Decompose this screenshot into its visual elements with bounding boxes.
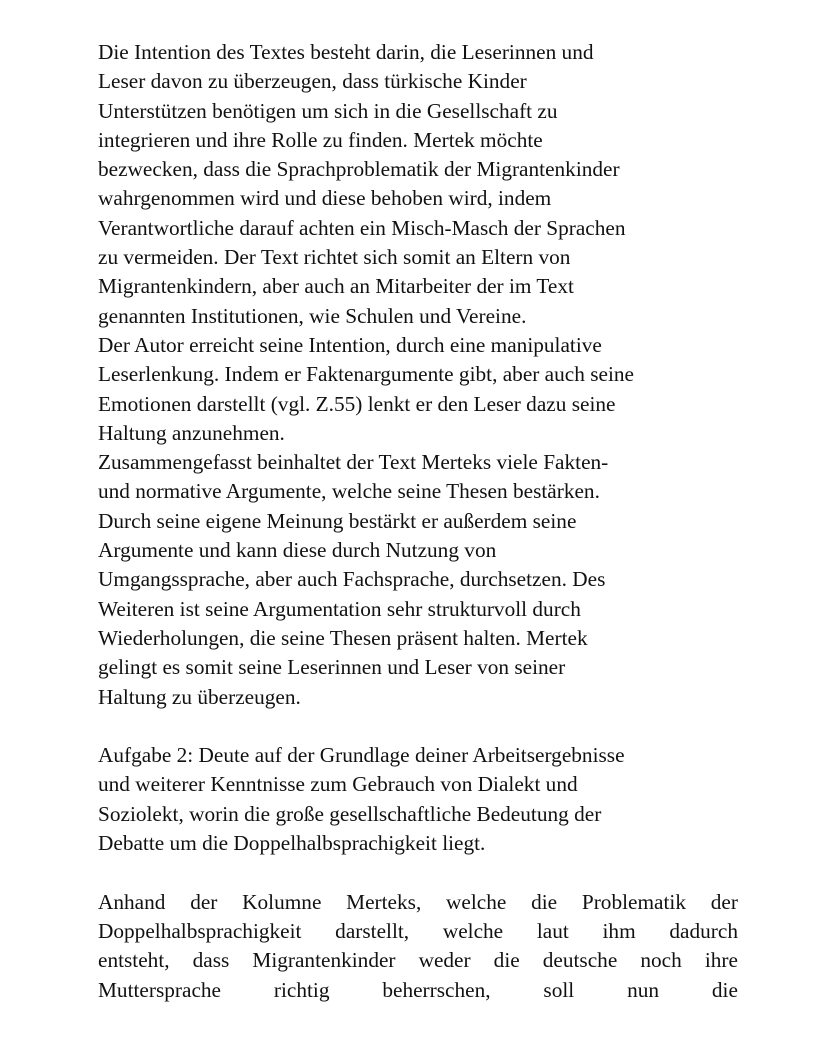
word: Kolumne xyxy=(242,889,322,914)
word: der xyxy=(190,889,218,914)
text-line: genannten Institutionen, wie Schulen und Vereine. xyxy=(98,303,527,328)
word: Doppelhalbsprachigkeit xyxy=(98,918,302,943)
text-line: Wiederholungen, die seine Thesen präsent halten. Mertek xyxy=(98,625,588,650)
text-line: Haltung zu überzeugen. xyxy=(98,684,301,709)
word: darstellt, xyxy=(335,918,410,943)
word: Muttersprache xyxy=(98,977,221,1002)
text-line: Emotionen darstellt (vgl. Z.55) lenkt er den Leser dazu seine xyxy=(98,391,616,416)
justified-text-line xyxy=(98,917,738,946)
text-line: gelingt es somit seine Leserinnen und Leser von seiner xyxy=(98,655,566,680)
justified-text-line xyxy=(98,976,738,1005)
word: soll xyxy=(543,977,575,1002)
text-line: Die Intention des Textes besteht darin, die Leserinnen und xyxy=(98,40,594,64)
text-line: Aufgabe 2: Deute auf der Grundlage deiner Arbeitsergebnisse xyxy=(98,743,625,768)
word: Merteks, xyxy=(346,889,422,914)
word: welche xyxy=(442,918,504,943)
word: weder xyxy=(418,948,471,973)
justified-text-line xyxy=(98,888,738,917)
word: der xyxy=(710,889,738,914)
text-line: Der Autor erreicht seine Intention, durch eine manipulative xyxy=(98,332,602,357)
text-line: Soziolekt, worin die große gesellschaftliche Bedeutung der xyxy=(98,801,602,826)
task-2-answer xyxy=(98,888,738,1005)
text-line: integrieren und ihre Rolle zu finden. Mertek möchte xyxy=(98,127,543,152)
paragraph-intention xyxy=(98,38,738,331)
text-line: Migrantenkindern, aber auch an Mitarbeiter der im Text xyxy=(98,274,574,299)
word: ihre xyxy=(704,948,738,973)
text-line: wahrgenommen wird und diese behoben wird, indem xyxy=(98,186,552,211)
word: laut xyxy=(536,918,569,943)
text-line: und normative Argumente, welche seine Thesen bestärken. xyxy=(98,479,600,504)
word: entsteht, xyxy=(98,948,170,973)
word: nun xyxy=(627,977,660,1002)
paragraph-spacer xyxy=(98,858,738,887)
word: Problematik xyxy=(581,889,686,914)
word: richtig xyxy=(273,977,330,1002)
document-body xyxy=(98,38,738,1005)
word: die xyxy=(531,889,558,914)
justified-text-line xyxy=(98,946,738,975)
word: noch xyxy=(640,948,682,973)
paragraph-author xyxy=(98,331,738,448)
paragraph-summary xyxy=(98,448,738,712)
task-2-prompt xyxy=(98,741,738,858)
text-line: zu vermeiden. Der Text richtet sich somit an Eltern von xyxy=(98,245,571,270)
text-line: und weiterer Kenntnisse zum Gebrauch von Dialekt und xyxy=(98,772,578,797)
paragraph-spacer xyxy=(98,712,738,741)
text-line: Umgangssprache, aber auch Fachsprache, durchsetzen. Des xyxy=(98,567,606,592)
text-line: Weiteren ist seine Argumentation sehr strukturvoll durch xyxy=(98,596,581,621)
word: dass xyxy=(192,948,230,973)
text-line: Zusammengefasst beinhaltet der Text Merteks viele Fakten- xyxy=(98,450,609,475)
word: Anhand xyxy=(98,889,166,914)
text-line: bezwecken, dass die Sprachproblematik der Migrantenkinder xyxy=(98,157,620,182)
text-line: Verantwortliche darauf achten ein Misch-Masch der Sprachen xyxy=(98,215,626,240)
word: welche xyxy=(446,889,507,914)
text-line: Argumente und kann diese durch Nutzung von xyxy=(98,538,497,563)
text-line: Leserlenkung. Indem er Faktenargumente gibt, aber auch seine xyxy=(98,362,634,387)
word: die xyxy=(711,977,738,1002)
word: ihm xyxy=(602,918,636,943)
word: die xyxy=(493,948,520,973)
word: Migrantenkinder xyxy=(252,948,396,973)
text-line: Unterstützen benötigen um sich in die Gesellschaft zu xyxy=(98,98,558,123)
text-line: Durch seine eigene Meinung bestärkt er außerdem seine xyxy=(98,508,577,533)
text-line: Leser davon zu überzeugen, dass türkische Kinder xyxy=(98,69,527,94)
text-line: Debatte um die Doppelhalbsprachigkeit liegt. xyxy=(98,831,486,856)
word: dadurch xyxy=(669,918,738,943)
text-line: Haltung anzunehmen. xyxy=(98,420,285,445)
word: deutsche xyxy=(542,948,618,973)
word: beherrschen, xyxy=(382,977,491,1002)
